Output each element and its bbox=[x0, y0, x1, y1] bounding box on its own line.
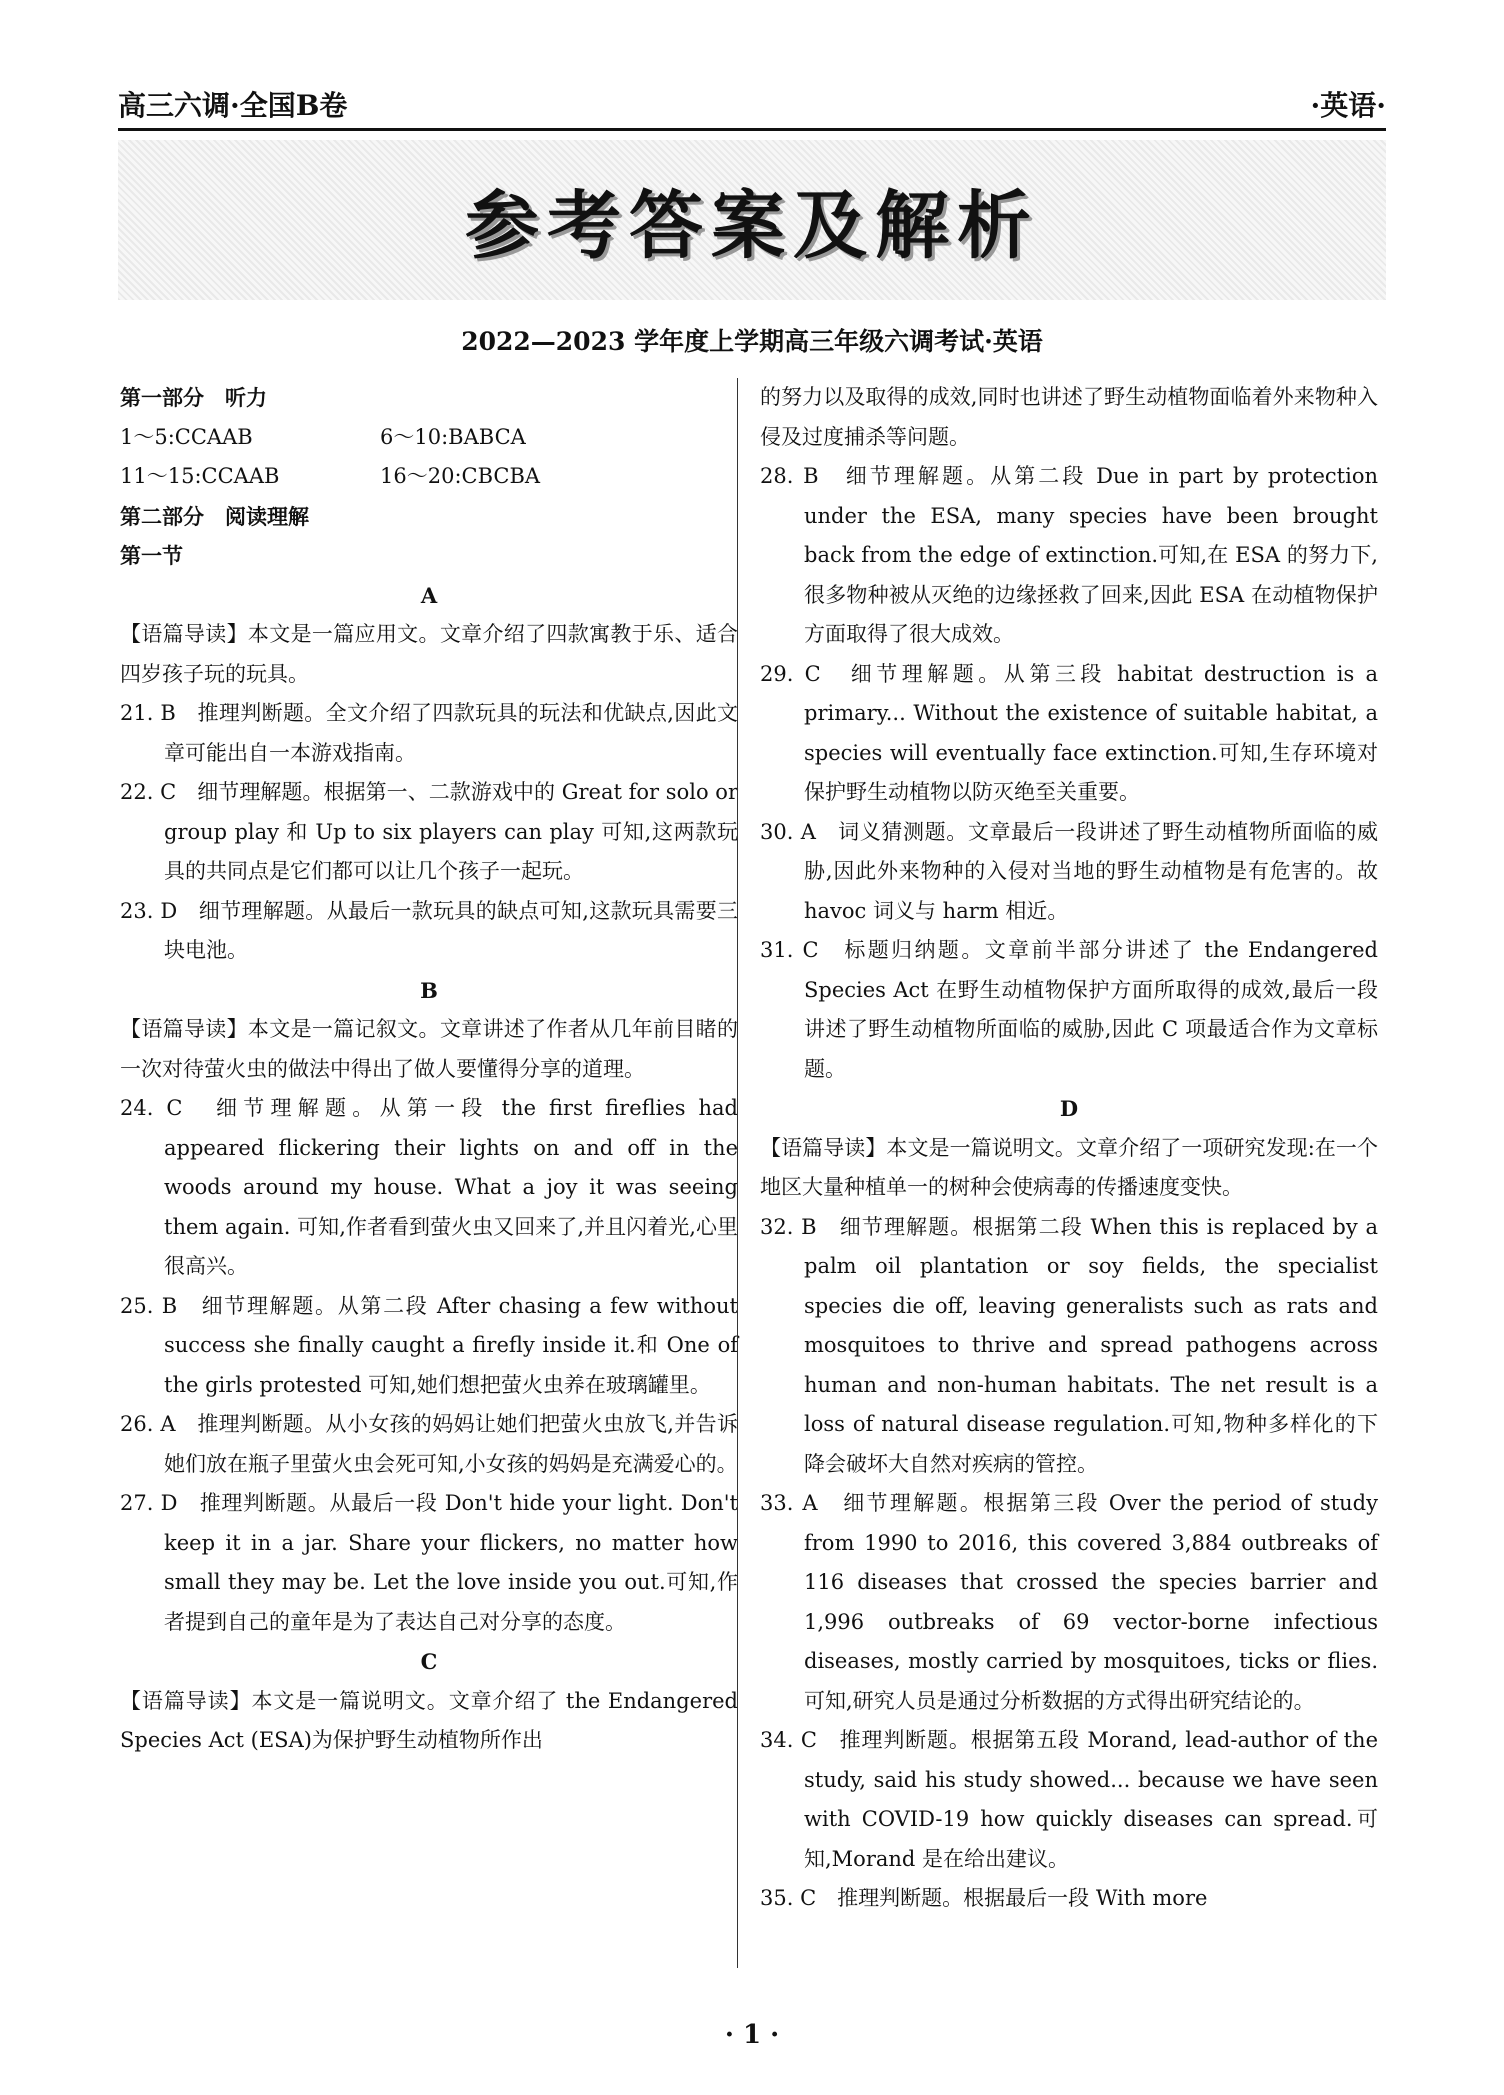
left-column bbox=[120, 378, 738, 1761]
header-left: 高三六调·全国B卷 bbox=[118, 89, 348, 122]
subsection-heading: 第一节 bbox=[120, 543, 183, 568]
column-divider bbox=[737, 378, 738, 1968]
answer-item: 31. C 标题归纳题。文章前半部分讲述了 the Endangered Species Act 在野生动植物保护方面所取得的成效,最后一段讲述了野生动植物所面临的威胁,因此 C 项最适合作为文章标题。 bbox=[760, 938, 1378, 1081]
answer-item: 32. B 细节理解题。根据第二段 When this is replaced by a palm oil plantation or soy fields, the specialist species die off, leaving generalists such as rats and mosquitoes to thrive and spread pathogens across human and non-human habitats. The net result is a loss of natural disease regulation.可知,物种多样化的下降会破坏大自然对疾病的管控。 bbox=[760, 1214, 1378, 1476]
passage-letter: B bbox=[420, 977, 438, 1003]
answer-item: 35. C 推理判断题。根据最后一段 With more bbox=[760, 1886, 1208, 1910]
section-heading: 第一部分 听力 bbox=[120, 385, 267, 410]
answer-group: 16～20:CBCBA bbox=[380, 464, 541, 488]
answer-item: 28. B 细节理解题。从第二段 Due in part by protection under the ESA, many species have been brought back from the edge of extinction.可知,在 ESA 的努力下,很多物种被从灭绝的边缘拯救了回来,因此 ESA 在动植物保护方面取得了很大成效。 bbox=[760, 464, 1378, 646]
passage-intro: 【语篇导读】本文是一篇应用文。文章介绍了四款寓教于乐、适合四岁孩子玩的玩具。 bbox=[120, 622, 738, 686]
passage-letter: C bbox=[420, 1649, 438, 1674]
answer-item: 26. A 推理判断题。从小女孩的妈妈让她们把萤火虫放飞,并告诉她们放在瓶子里萤火虫会死可知,小女孩的妈妈是充满爱心的。 bbox=[120, 1412, 738, 1476]
answer-item: 24. C 细节理解题。从第一段 the first fireflies had appeared flickering their lights on and off in the woods around my house. What a joy it was seeing them again. 可知,作者看到萤火虫又回来了,并且闪着光,心里很高兴。 bbox=[120, 1096, 738, 1278]
answer-group: 6～10:BABCA bbox=[380, 424, 526, 449]
answer-group: 11～15:CCAAB bbox=[120, 464, 280, 488]
answer-item: 25. B 细节理解题。从第二段 After chasing a few without success she finally caught a firefly inside it.和 One of the girls protested 可知,她们想把萤火虫养在玻璃罐里。 bbox=[120, 1293, 738, 1397]
answer-item: 34. C 推理判断题。根据第五段 Morand, lead-author of the study, said his study showed... because we have seen with COVID-19 how quickly diseases can spread.可知,Morand 是在给出建议。 bbox=[760, 1728, 1378, 1871]
passage-intro-continued: 的努力以及取得的成效,同时也讲述了野生动植物面临着外来物种入侵及过度捕杀等问题。 bbox=[760, 385, 1378, 449]
answer-row bbox=[120, 457, 738, 497]
answer-item: 29. C 细节理解题。从第三段 habitat destruction is a primary... Without the existence of suitable habitat, a species will eventually face extinction.可知,生存环境对保护野生动植物以防灭绝至关重要。 bbox=[760, 661, 1378, 804]
passage-letter: D bbox=[1059, 1096, 1079, 1121]
exam-subtitle: 2022—2023 学年度上学期高三年级六调考试·英语 bbox=[461, 327, 1043, 356]
right-column bbox=[760, 378, 1378, 1919]
answer-item: 23. D 细节理解题。从最后一款玩具的缺点可知,这款玩具需要三块电池。 bbox=[120, 898, 738, 962]
banner-title: 参考答案及解析 bbox=[465, 183, 1039, 269]
page-number: · 1 · bbox=[724, 2020, 780, 2050]
answer-item: 30. A 词义猜测题。文章最后一段讲述了野生动植物所面临的威胁,因此外来物种的入侵对当地的野生动植物是有危害的。故 havoc 词义与 harm 相近。 bbox=[760, 819, 1378, 923]
page-header bbox=[118, 82, 1386, 131]
answer-item: 21. B 推理判断题。全文介绍了四款玩具的玩法和优缺点,因此文章可能出自一本游戏指南。 bbox=[120, 701, 738, 765]
passage-intro: 【语篇导读】本文是一篇记叙文。文章讲述了作者从几年前目睹的一次对待萤火虫的做法中得出了做人要懂得分享的道理。 bbox=[120, 1017, 738, 1081]
title-banner bbox=[118, 140, 1386, 300]
answer-item: 27. D 推理判断题。从最后一段 Don't hide your light. Don't keep it in a jar. Share your flickers, no matter how small they may be. Let the love inside you out.可知,作者提到自己的童年是为了表达自己对分享的态度。 bbox=[120, 1491, 738, 1634]
passage-intro: 【语篇导读】本文是一篇说明文。文章介绍了一项研究发现:在一个地区大量种植单一的树种会使病毒的传播速度变快。 bbox=[760, 1135, 1378, 1199]
section-heading: 第二部分 阅读理解 bbox=[120, 503, 309, 529]
answer-item: 22. C 细节理解题。根据第一、二款游戏中的 Great for solo or group play 和 Up to six players can play 可知,这两款玩具的共同点是它们都可以让几个孩子一起玩。 bbox=[120, 780, 738, 883]
passage-letter: A bbox=[420, 582, 438, 608]
answer-group: 1～5:CCAAB bbox=[120, 424, 253, 449]
answer-item: 33. A 细节理解题。根据第三段 Over the period of study from 1990 to 2016, this covered 3,884 outbreaks of 116 diseases that crossed the species barrier and 1,996 outbreaks of 69 vector-borne infectious diseases, mostly carried by mosquitoes, ticks or flies.可知,研究人员是通过分析数据的方式得出研究结论的。 bbox=[760, 1491, 1378, 1713]
passage-intro: 【语篇导读】本文是一篇说明文。文章介绍了 the Endangered Species Act (ESA)为保护野生动植物所作出 bbox=[120, 1688, 738, 1752]
answer-row bbox=[120, 418, 738, 458]
header-right: ·英语· bbox=[1310, 89, 1386, 122]
